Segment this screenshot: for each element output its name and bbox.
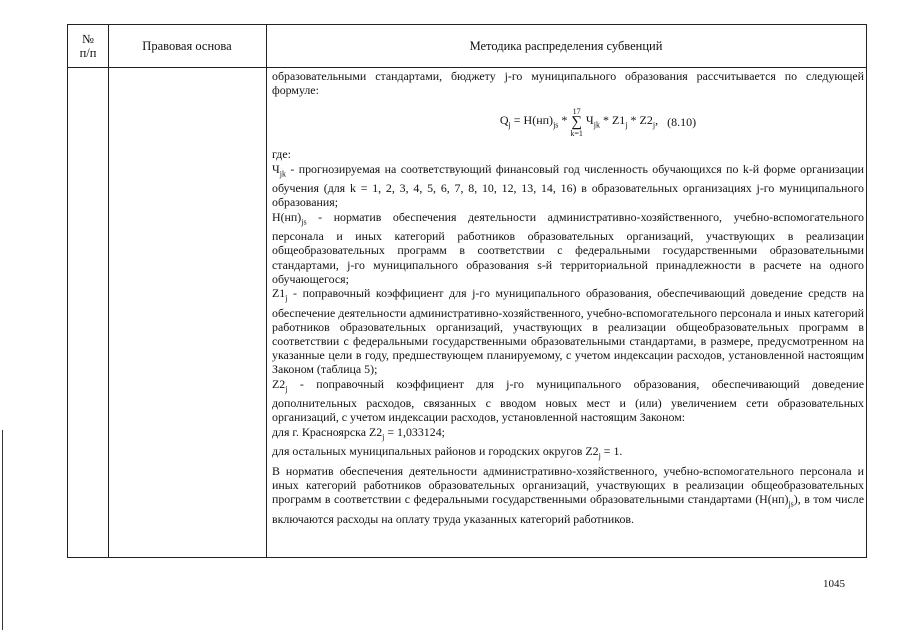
scan-edge-line: [2, 430, 3, 630]
header-number: № п/п: [79, 32, 97, 60]
header-divider: [68, 67, 866, 68]
header-legal-basis: Правовая основа: [142, 39, 232, 53]
definition-chjk: $Ч_{jk}$ - прогнозируемая на соответствующий финансовый год численность обучающихся по k-й форме организации обучения (для k = 1, 2, 3, 4, 5, 6, 7, 8, 10, 12, 13, 14, 16) в образовательных организациях j-го муниципального образования;: [272, 161, 864, 210]
page-number: 1045: [823, 578, 845, 590]
formula-number: (8.10): [667, 115, 697, 130]
regulation-table: [67, 24, 867, 558]
krasnoyarsk-coefficient: для г. Красноярска $Z2_j = 1,033124$;: [272, 424, 445, 441]
final-paragraph: В норматив обеспечения деятельности административно-хозяйственного, учебно-вспомогательного персонала и иных категорий работников образовательных организаций, участвующих в реализации общеобразовательных программ в соответствии с федеральными государственными образовательными стандартами $(Н(нп)_{js})$, в том числе включаются расходы на оплату труда указанных категорий работников.: [272, 463, 864, 526]
definition-hnp: $Н(нп)_{js}$ - норматив обеспечения деятельности административно-хозяйственного, учебно-вспомогательного персонала и иных категорий работников образовательных организаций, участвующих в реализации общеобразовательных программ в соответствии с федеральными государственными образовательными стандартами, j-го муниципального образования s-й территориальной принадлежности в расчете на одного обучающегося;: [272, 209, 864, 286]
others-coefficient: для остальных муниципальных районов и городских округов $Z2_j = 1$.: [272, 444, 623, 461]
sum-symbol: 17 ∑ k=1: [570, 106, 583, 138]
intro-paragraph: образовательными стандартами, бюджету j-го муниципального образования рассчитывается по следующей формуле:: [272, 69, 864, 98]
definition-z1: $Z1_j$ - поправочный коэффициент для j-го муниципального образования, обеспечивающий доведение средств на обеспечение деятельности административно-хозяйственного, учебно-вспомогательного персонала и иных категорий работников образовательных организаций, участвующих в реализации общеобразовательных программ в соответствии с федеральными государственными образовательными стандартами, в размере, предусмотренном на указанные цели в году, предшествующем планируемому, с учетом индексации расходов, установленной настоящим Законом (таблица 5);: [272, 285, 864, 377]
formula: $Q_j = Н(нп)_{js}$ * 17 ∑ k=1 $Ч_{jk} * Z1_j * Z2_j$, (8.10): [499, 106, 697, 138]
method-text: [272, 69, 864, 526]
where-label: где:: [272, 147, 291, 162]
column-divider: [108, 25, 109, 557]
definition-z2: $Z2_j$ - поправочный коэффициент для j-го муниципального образования, обеспечивающий доведение дополнительных расходов, связанных с вводом новых мест и (или) увеличением сети образовательных организаций, с учетом индексации расходов, установленной настоящим Законом:: [272, 376, 864, 425]
column-divider: [266, 25, 267, 557]
header-method: Методика распределения субвенций: [469, 39, 663, 53]
